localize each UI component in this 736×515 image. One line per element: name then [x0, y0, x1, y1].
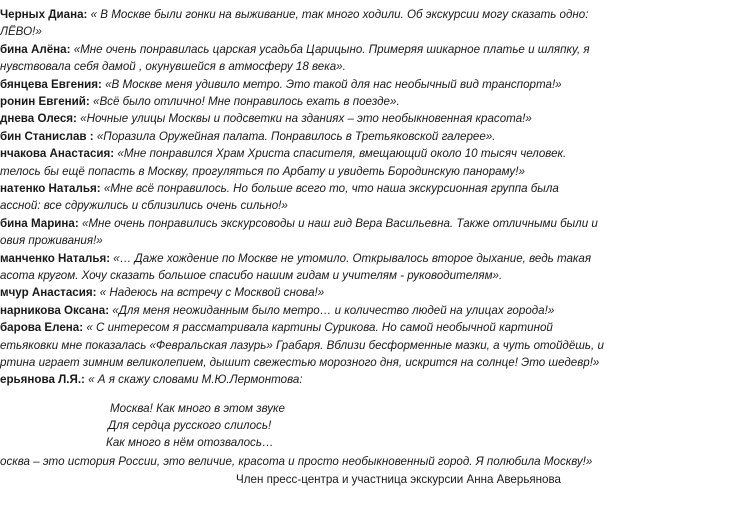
- quote-text: нувствовала себя дамой , окунувшейся в атмосферу 18 века».: [0, 60, 346, 74]
- text-line: [0, 41, 736, 58]
- author-name: бин Станислав :: [0, 129, 94, 143]
- text-line: [0, 110, 736, 127]
- text-line: [0, 6, 736, 23]
- text-line: [0, 215, 736, 232]
- quote-text: «Мне понравился Храм Христа спасителя, вмещающий около 10 тысяч человек.: [114, 147, 567, 161]
- text-line: [0, 232, 736, 249]
- quote-text: «Всё было отлично! Мне понравилось ехать в поезде».: [89, 95, 400, 108]
- text-line: [0, 371, 736, 388]
- quote-text: «Мне всё понравилось. Но больше всего то, что наша экскурсионная группа была: [100, 182, 559, 195]
- quote-text: « В Москве были гонки на выживание, так много ходили. Об экскурсии могу сказать одно:: [87, 8, 589, 21]
- signature: Член пресс-центра и участница экскурсии Анна Аверьянова: [236, 473, 561, 486]
- quote-text: «Мне очень понравилась царская усадьба Царицыно. Примеряя шикарное платье и шляпку, я: [70, 42, 590, 56]
- text-line: [0, 197, 736, 214]
- text-line: [0, 58, 736, 75]
- text-line: [0, 76, 736, 93]
- quote-text: «Для меня неожиданным было метро… и количество людей на улицах города!»: [109, 303, 555, 317]
- text-line: [0, 23, 736, 40]
- author-name: нчакова Анастасия:: [0, 147, 115, 161]
- text-line: [0, 250, 736, 267]
- quote-text: етьяковки мне показалась «Февральская лазурь» Грабаря. Вблизи бесформенные мазки, а чуть отойдёшь, и: [0, 338, 604, 352]
- quote-text: ЛЁВО!»: [0, 25, 42, 39]
- author-name: нарникова Оксана:: [0, 303, 110, 317]
- text-line: [0, 337, 736, 354]
- author-name: бина Марина:: [0, 216, 79, 230]
- text-line: [0, 284, 736, 301]
- quote-text: асота кругом. Хочу сказать большое спасибо нашим гидам и учителям - руководителям».: [0, 269, 503, 282]
- quote-text: «Ночные улицы Москвы и подсветки на зданиях – это необыкновенная красота!»: [76, 112, 532, 126]
- author-name: бина Алёна:: [0, 42, 71, 56]
- text-line: [0, 93, 736, 110]
- text-line: [0, 180, 736, 197]
- author-name: манченко Наталья:: [0, 251, 114, 265]
- author-name: ронин Евгений:: [0, 95, 90, 108]
- author-name: мчур Анастасия:: [0, 286, 97, 300]
- poem-line-3: Как много в нём отозвалось…: [106, 436, 274, 449]
- quote-text: «Мне очень понравились экскурсоводы и наш гид Вера Васильевна. Также отличными были и: [78, 216, 598, 230]
- poem-line-1: Москва! Как много в этом звуке: [110, 402, 285, 415]
- quote-text: « С интересом я рассматривала картины Сурикова. Но самой необычной картиной: [83, 321, 553, 335]
- poem-line-2: Для сердца русского слилось!: [108, 419, 272, 432]
- quote-text: телось бы ещё попасть в Москву, прогуляться по Арбату и увидеть Бородинскую панораму!»: [0, 164, 525, 178]
- author-name: натенко Наталья:: [0, 182, 101, 195]
- author-name: Черных Диана:: [0, 8, 88, 21]
- text-line: [0, 319, 736, 336]
- author-name: ерьянова Л.Я.:: [0, 373, 85, 387]
- quote-text: ассной: все сдружились и сблизились очень сильно!»: [0, 199, 288, 213]
- closing-line: осква – это история России, это величие, красота и просто необыкновенный город. Я полюбила Москву!»: [0, 455, 593, 468]
- quote-text: « А я скажу словами М.Ю.Лермонтова:: [84, 373, 303, 387]
- text-line: [0, 354, 736, 371]
- quote-text: « Надеюсь на встречу с Москвой снова!»: [96, 286, 325, 300]
- quote-text: овия проживания!»: [0, 234, 103, 248]
- text-line: [0, 128, 736, 145]
- text-line: [0, 163, 736, 180]
- quote-text: ртина играет зимним великолепием, дышит свежестью морозного дня, искрится на солнце! Это шедевр!»: [0, 356, 600, 369]
- author-name: бянцева Евгения:: [0, 77, 102, 91]
- author-name: барова Елена:: [0, 321, 84, 335]
- text-line: [0, 145, 736, 162]
- quote-text: «… Даже хождение по Москве не утомило. Открывалось второе дыхание, ведь такая: [113, 251, 592, 265]
- quote-text: «Поразила Оружейная палата. Понравилось в Третьяковской галерее».: [93, 129, 496, 143]
- text-line: [0, 267, 736, 284]
- text-line: [0, 302, 736, 319]
- author-name: днева Олеся:: [0, 112, 77, 126]
- quote-text: «В Москве меня удивило метро. Это такой для нас необычный вид транспорта!»: [101, 77, 562, 91]
